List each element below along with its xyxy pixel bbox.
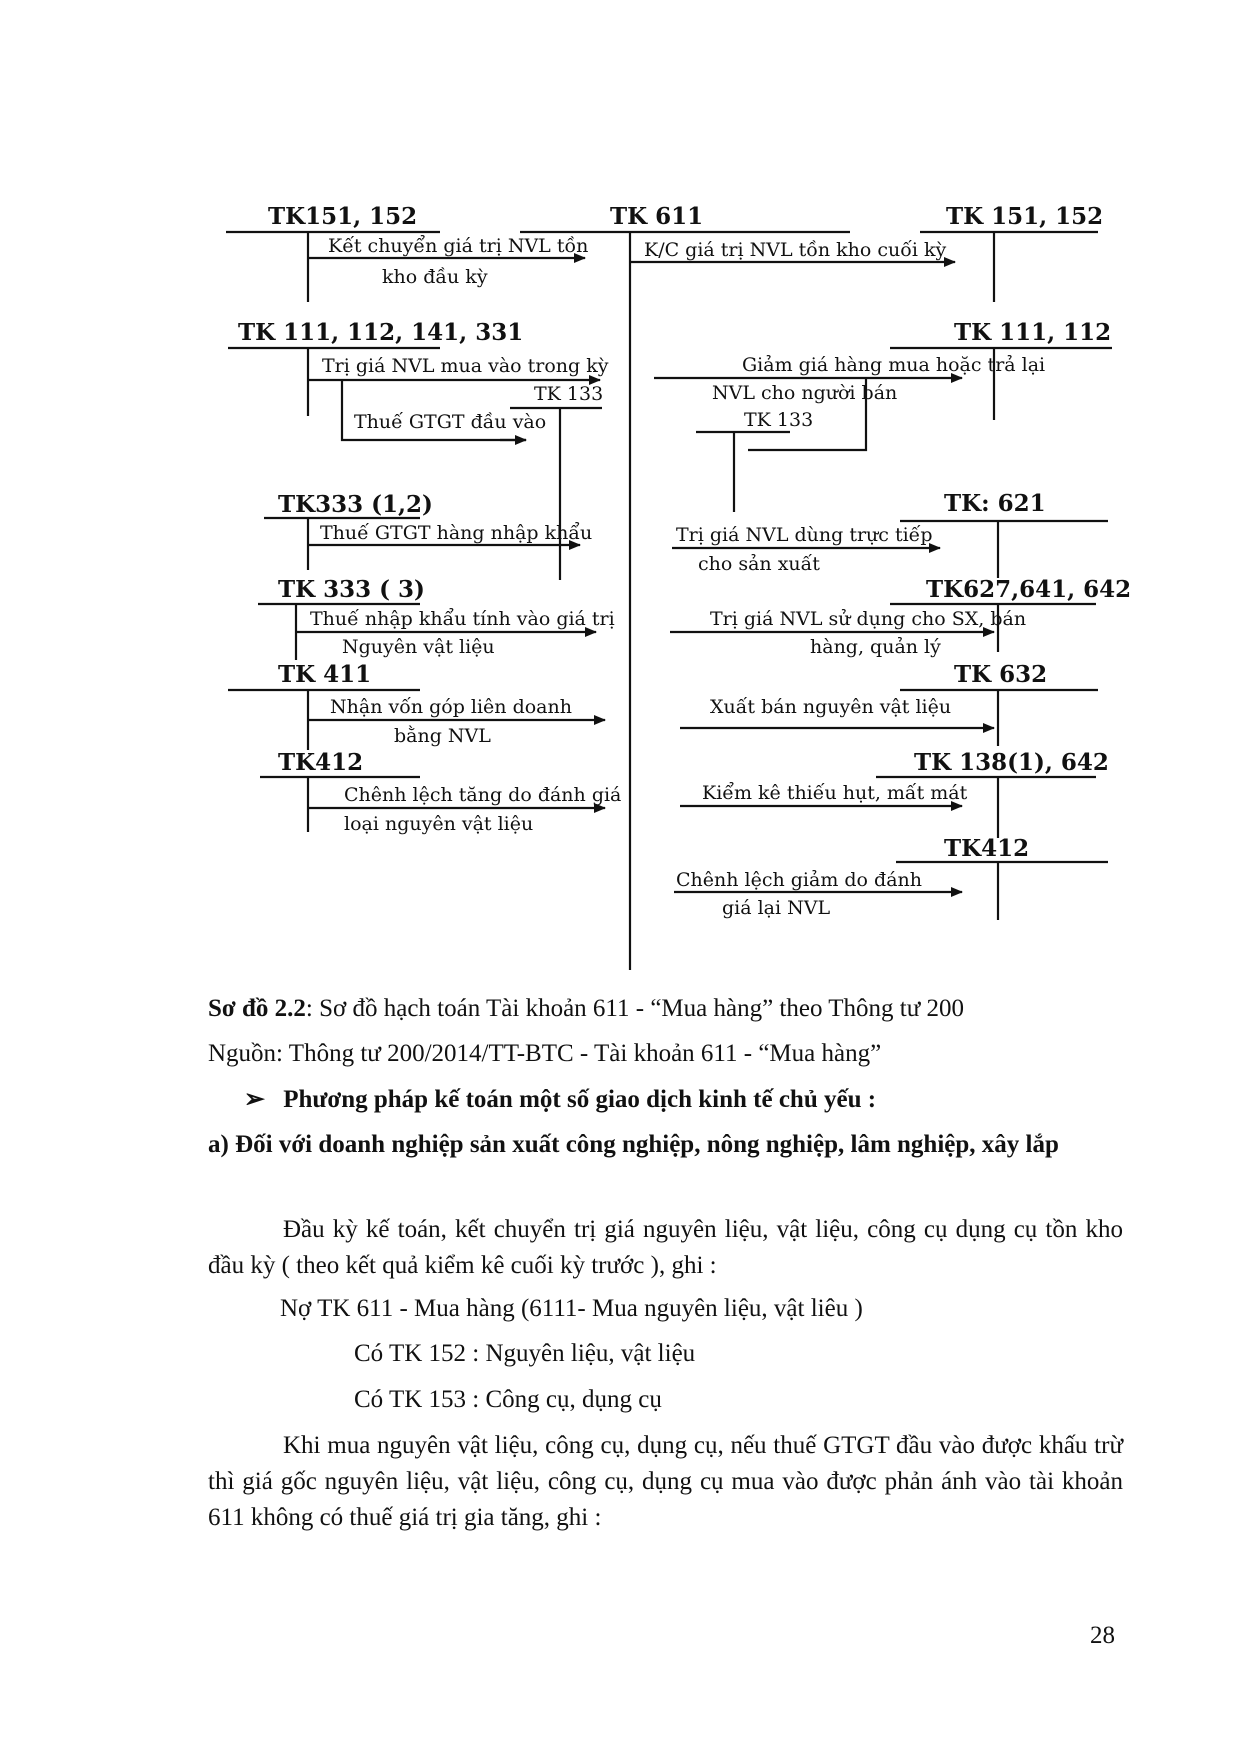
flow-label: cho sản xuất bbox=[698, 553, 820, 575]
flow-label: hàng, quản lý bbox=[810, 636, 941, 658]
right-account-label: TK 111, 112 bbox=[954, 319, 1112, 346]
flow-label: NVL cho người bán bbox=[712, 382, 898, 404]
flow-label: Xuất bán nguyên vật liệu bbox=[710, 696, 952, 718]
entry-credit-153: Có TK 153 : Công cụ, dụng cụ bbox=[354, 1386, 662, 1413]
flow-label: Chênh lệch tăng do đánh giá bbox=[344, 784, 622, 806]
right-account-label: TK 138(1), 642 bbox=[914, 749, 1109, 776]
left-account-label: TK 111, 112, 141, 331 bbox=[238, 319, 524, 346]
entry-debit: Nợ TK 611 - Mua hàng (6111- Mua nguyên liệu, vật liêu ) bbox=[280, 1295, 863, 1322]
right-account-label: TK 151, 152 bbox=[946, 203, 1104, 230]
right-account-label: TK 632 bbox=[954, 661, 1048, 688]
right-account-label: TK: 621 bbox=[944, 490, 1046, 517]
bullet-arrow-icon: ➢ bbox=[244, 1086, 265, 1113]
paragraph-opening: Đầu kỳ kế toán, kết chuyển trị giá nguyên liệu, vật liệu, công cụ dụng cụ tồn kho đầu kỳ ( theo kết quả kiểm kê cuối kỳ trước ), ghi : bbox=[208, 1216, 1123, 1279]
flow-label: Nhận vốn góp liên doanh bbox=[330, 696, 572, 718]
flow-label: Kiểm kê thiếu hụt, mất mát bbox=[702, 782, 968, 804]
right-account-label: TK627,641, 642 bbox=[926, 576, 1132, 603]
flow-label: Trị giá NVL sử dụng cho SX, bán bbox=[710, 608, 1027, 630]
left-account-label: TK412 bbox=[278, 749, 364, 776]
flow-label: kho đầu kỳ bbox=[382, 266, 488, 288]
flow-label: Trị giá NVL dùng trực tiếp bbox=[676, 524, 933, 546]
right-account-label: TK412 bbox=[944, 835, 1030, 862]
sub-account-label: TK 133 bbox=[534, 383, 604, 405]
flow-label: Giảm giá hàng mua hoặc trả lại bbox=[742, 354, 1046, 376]
section-heading: a) Đối với doanh nghiệp sản xuất công nghiệp, nông nghiệp, lâm nghiệp, xây lắp bbox=[208, 1131, 1059, 1158]
left-account-label: TK 411 bbox=[278, 661, 372, 688]
tk611-label: TK 611 bbox=[610, 203, 704, 230]
flow-label: Thuế GTGT đầu vào bbox=[354, 411, 547, 433]
left-account-label: TK151, 152 bbox=[268, 203, 418, 230]
sub-account-label: TK 133 bbox=[744, 409, 814, 431]
caption-source: Nguồn: Thông tư 200/2014/TT-BTC - Tài khoản 611 - “Mua hàng” bbox=[208, 1040, 882, 1067]
diagram-caption bbox=[208, 992, 1123, 1026]
entry-credit-152: Có TK 152 : Nguyên liệu, vật liệu bbox=[354, 1340, 696, 1367]
flow-label: Thuế nhập khẩu tính vào giá trị bbox=[310, 608, 615, 630]
flow-label: bằng NVL bbox=[394, 725, 491, 747]
flow-label: Chênh lệch giảm do đánh bbox=[676, 869, 922, 891]
bullet-text: Phương pháp kế toán một số giao dịch kinh tế chủ yếu : bbox=[283, 1086, 877, 1113]
bullet-heading bbox=[244, 1083, 1124, 1117]
flow-label: K/C giá trị NVL tồn kho cuối kỳ bbox=[644, 239, 947, 261]
page-number: 28 bbox=[1090, 1622, 1115, 1649]
left-account-label: TK 333 ( 3) bbox=[278, 576, 425, 603]
caption-title-rest: : Sơ đồ hạch toán Tài khoản 611 - “Mua hàng” theo Thông tư 200 bbox=[305, 995, 965, 1022]
flow-label: Trị giá NVL mua vào trong kỳ bbox=[322, 355, 609, 377]
paragraph-purchase: Khi mua nguyên vật liệu, công cụ, dụng cụ, nếu thuế GTGT đầu vào được khấu trừ thì giá gốc nguyên liệu, vật liệu, công cụ, dụng cụ mua vào được phản ánh vào tài khoản 611 không có thuế giá trị gia tăng, ghi : bbox=[208, 1432, 1123, 1531]
flow-label: loại nguyên vật liệu bbox=[344, 813, 534, 835]
flow-label: Thuế GTGT hàng nhập khẩu bbox=[320, 522, 593, 544]
flow-label: Kết chuyển giá trị NVL tồn bbox=[328, 235, 589, 257]
flow-label: Nguyên vật liệu bbox=[342, 636, 495, 658]
flow-label: giá lại NVL bbox=[722, 897, 831, 919]
left-account-label: TK333 (1,2) bbox=[278, 491, 433, 518]
caption-title-bold: Sơ đồ 2.2 bbox=[208, 995, 306, 1022]
